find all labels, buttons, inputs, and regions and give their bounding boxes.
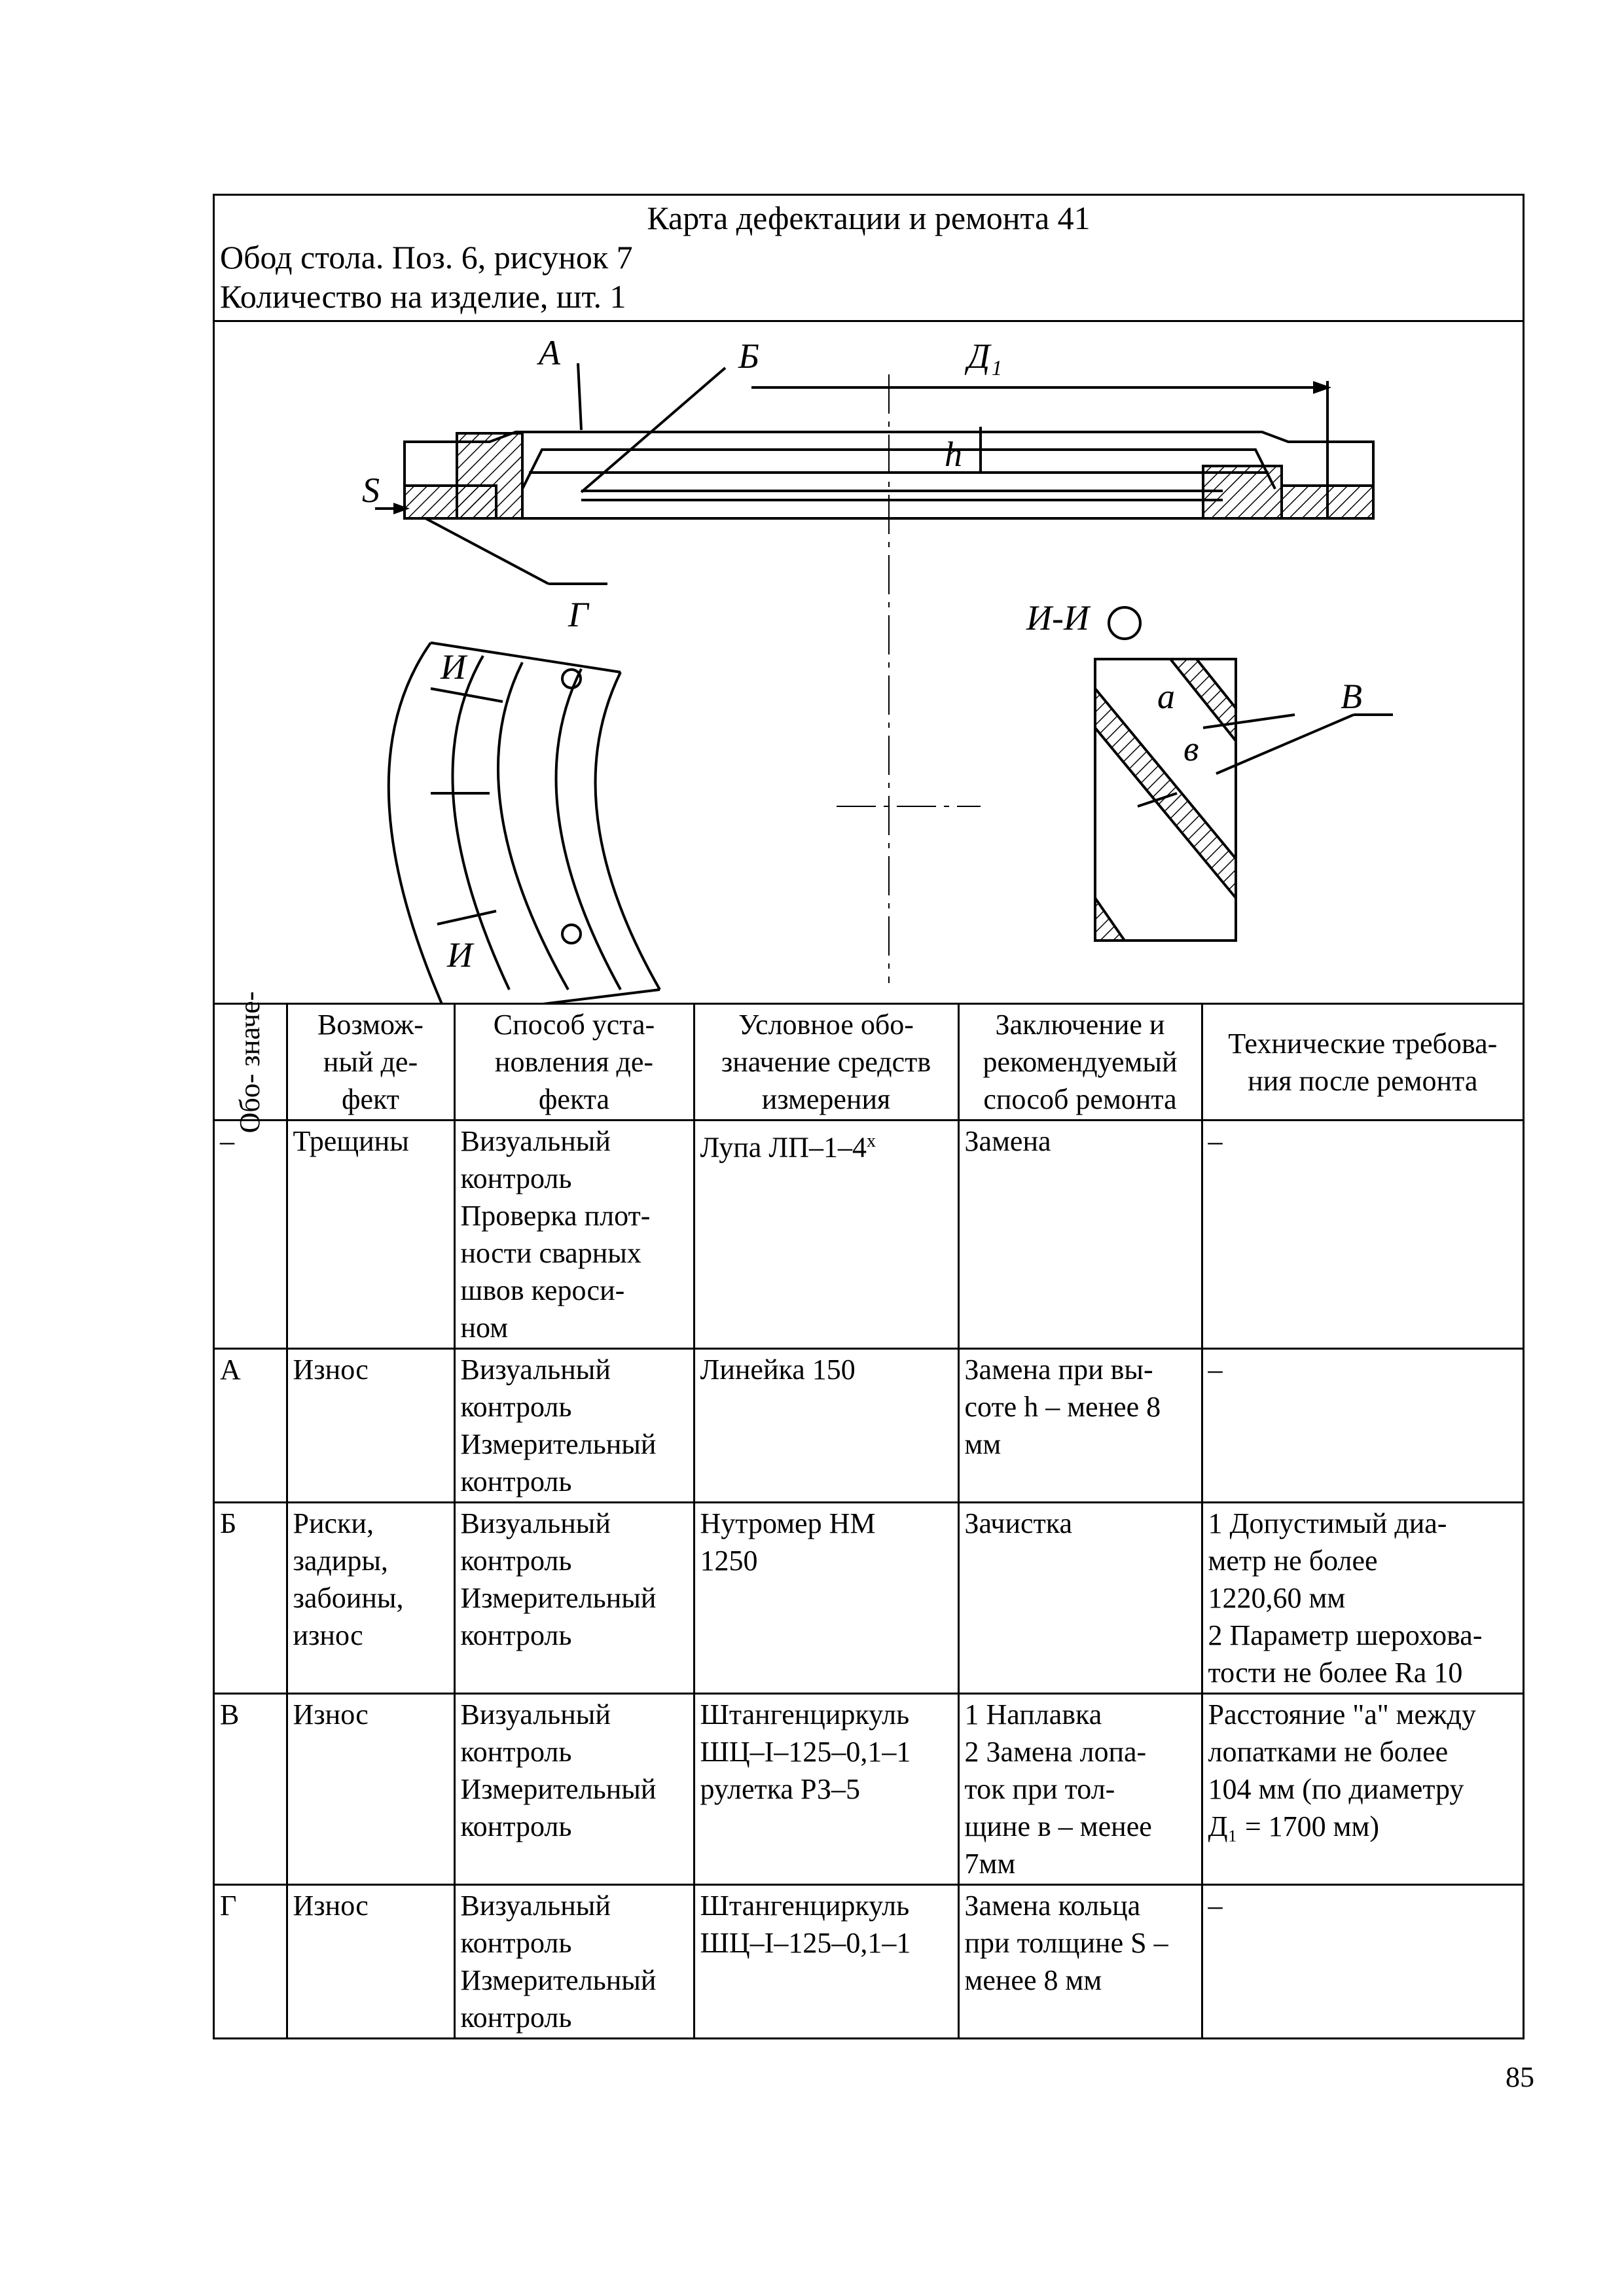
row-tool: Нутромер НМ 1250: [694, 1503, 958, 1694]
col-defect-header: Возмож- ный де- фект: [287, 1005, 454, 1121]
tool-superscript: х: [866, 1131, 876, 1151]
page-number: 85: [1506, 2061, 1534, 2093]
row-requirements: –: [1202, 1121, 1523, 1349]
table-header-row: [215, 1005, 1523, 1121]
row-defect: Износ: [287, 1694, 454, 1885]
card-header: [215, 196, 1523, 322]
row-mark: А: [215, 1349, 287, 1503]
row-repair: 1 Наплавка 2 Замена лопа- ток при тол- щине в – менее 7мм: [958, 1694, 1202, 1885]
label-i1: И: [441, 647, 466, 687]
col-req-header: Технические требова- ния после ремонта: [1202, 1005, 1523, 1121]
label-i2: И: [447, 935, 473, 975]
col-tool-header: Условное обо- значение средств измерения: [694, 1005, 958, 1121]
row-tool: Штангенциркуль ШЦ–I–125–0,1–1 рулетка РЗ–5: [694, 1694, 958, 1885]
row-requirements: –: [1202, 1885, 1523, 2038]
row-tool: Линейка 150: [694, 1349, 958, 1503]
row-method: Визуальный контроль Проверка плот- ности сварных швов кероси- ном: [454, 1121, 694, 1349]
rim-drawing: [215, 322, 1523, 1003]
row-repair: Замена: [958, 1121, 1202, 1349]
label-a: А: [539, 333, 560, 372]
row-method: Визуальный контроль Измерительный контроль: [454, 1885, 694, 2038]
row-mark: –: [215, 1121, 287, 1349]
col-mark-header: Обо- значе-: [215, 1005, 287, 1121]
label-g: Г: [568, 595, 588, 634]
row-method: Визуальный контроль Измерительный контроль: [454, 1503, 694, 1694]
card-title: Карта дефектации и ремонта 41: [647, 200, 1091, 236]
table-row: [215, 1885, 1523, 2038]
table-row: [215, 1349, 1523, 1503]
row-repair: Замена кольца при толщине S – менее 8 мм: [958, 1885, 1202, 2038]
row-mark: В: [215, 1694, 287, 1885]
col-method-header: Способ уста- новления де- фекта: [454, 1005, 694, 1121]
defect-table: [215, 991, 1523, 2037]
label-b: Б: [738, 336, 759, 376]
row-tool: Лупа $ЛП-1-4^х$: [694, 1121, 958, 1349]
row-defect: Риски, задиры, забоины, износ: [287, 1503, 454, 1694]
col-repair-header: Заключение и рекомендуемый способ ремонта: [958, 1005, 1202, 1121]
label-b-small: в: [1183, 729, 1199, 768]
row-requirements: Расстояние "а" между лопатками не более 104 мм (по диаметру Д₁ = 1700 мм): [1202, 1694, 1523, 1885]
label-h: h: [945, 435, 962, 474]
row-tool: Штангенциркуль ШЦ–I–125–0,1–1: [694, 1885, 958, 2038]
label-s: S: [362, 471, 380, 510]
row-mark: Б: [215, 1503, 287, 1694]
table-row: [215, 1503, 1523, 1694]
row-mark: Г: [215, 1885, 287, 2038]
row-defect: Износ: [287, 1885, 454, 2038]
row-requirements: –: [1202, 1349, 1523, 1503]
label-v: В: [1341, 677, 1362, 716]
table-row: [215, 1694, 1523, 1885]
row-method: Визуальный контроль Измерительный контроль: [454, 1694, 694, 1885]
row-repair: Замена при вы- соте h – менее 8 мм: [958, 1349, 1202, 1503]
label-section: И-И: [1026, 598, 1089, 637]
part-name: Обод стола. Поз. 6, рисунок 7: [220, 239, 633, 276]
row-defect: Трещины: [287, 1121, 454, 1349]
quantity: Количество на изделие, шт. 1: [220, 278, 626, 315]
label-a-small: а: [1157, 677, 1175, 716]
row-method: Визуальный контроль Измерительный контроль: [454, 1349, 694, 1503]
table-row: [215, 1121, 1523, 1349]
row-requirements: 1 Допустимый диа- метр не более 1220,60 мм 2 Параметр шерохова- тости не более Ra 10: [1202, 1503, 1523, 1694]
label-d1: Д₁: [967, 336, 1003, 376]
row-defect: Износ: [287, 1349, 454, 1503]
technical-drawing: [215, 322, 1523, 1005]
row-repair: Зачистка: [958, 1503, 1202, 1694]
defect-card: [213, 194, 1525, 2039]
